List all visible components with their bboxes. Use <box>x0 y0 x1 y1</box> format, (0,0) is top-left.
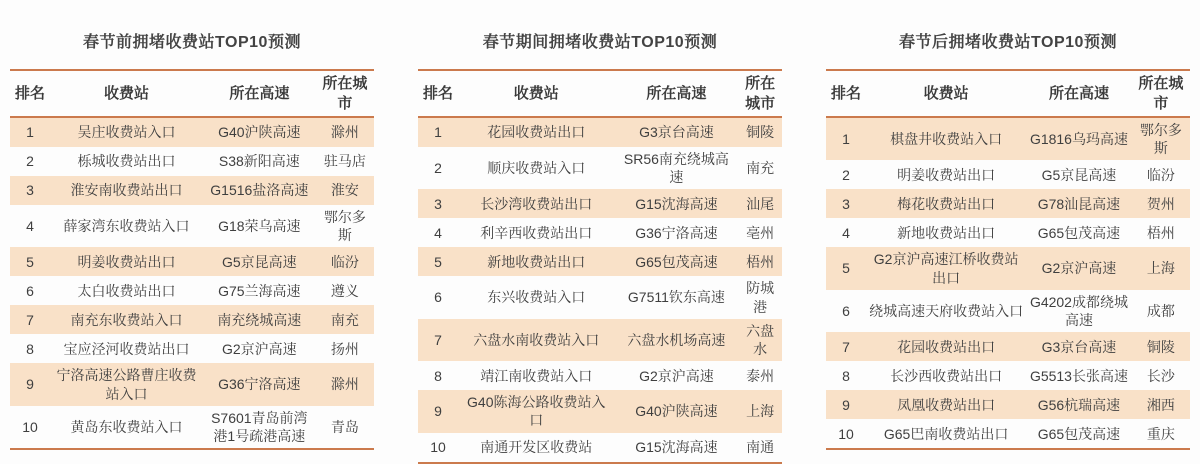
station-cell: 明姜收费站出口 <box>77 253 176 270</box>
city-cell: 驻马店 <box>323 153 366 170</box>
rank-cell: 8 <box>842 367 850 384</box>
column-header: 排名 <box>15 84 46 102</box>
highway-cell: 南充绕城高速 <box>217 311 302 328</box>
rank-cell: 9 <box>842 396 850 413</box>
rank-cell: 7 <box>434 331 442 348</box>
rank-cell: 8 <box>26 340 34 357</box>
city-cell: 临汾 <box>1146 166 1175 183</box>
rank-cell: 3 <box>434 195 442 212</box>
city-cell: 亳州 <box>746 224 775 241</box>
highway-cell: G65包茂高速 <box>635 253 718 270</box>
table-row <box>418 433 782 462</box>
highway-cell: G40沪陕高速 <box>218 124 301 141</box>
rank-cell: 5 <box>842 260 850 277</box>
rank-cell: 4 <box>842 224 850 241</box>
rank-cell: 2 <box>26 153 34 170</box>
table-row <box>826 361 1190 390</box>
table-row <box>418 361 782 390</box>
table-row <box>10 276 374 305</box>
table-row <box>10 305 374 334</box>
table-section-after-festival <box>826 0 1190 441</box>
table-title-before-festival: 春节前拥堵收费站TOP10预测 <box>83 34 301 51</box>
highway-cell: G5京昆高速 <box>221 253 297 270</box>
highway-cell: G78汕昆高速 <box>1037 195 1121 212</box>
table-row <box>418 319 782 361</box>
station-cell: 长沙西收费站出口 <box>890 367 1003 384</box>
table-row <box>418 276 782 318</box>
table-title-during-festival: 春节期间拥堵收费站TOP10预测 <box>482 34 718 51</box>
city-cell: 重庆 <box>1146 425 1175 442</box>
station-cell: 太白收费站出口 <box>77 282 176 299</box>
highway-cell: G36宁洛高速 <box>218 376 301 393</box>
city-cell: 滁州 <box>330 376 359 393</box>
highway-cell: G3京台高速 <box>1041 338 1117 355</box>
table-row <box>418 390 782 432</box>
table-row <box>826 160 1190 189</box>
highway-cell: G15沈海高速 <box>635 195 718 212</box>
highway-cell: G56杭瑞高速 <box>1037 396 1121 413</box>
rank-cell: 4 <box>434 224 442 241</box>
city-cell: 南通 <box>746 438 775 455</box>
rank-cell: 7 <box>26 311 34 328</box>
table-row <box>10 118 374 147</box>
city-cell: 鄂尔多斯 <box>323 209 366 244</box>
city-cell: 长沙 <box>1146 367 1175 384</box>
city-cell: 临汾 <box>330 253 359 270</box>
city-cell: 梧州 <box>1146 224 1175 241</box>
city-cell: 扬州 <box>330 340 359 357</box>
rank-cell: 4 <box>26 218 34 235</box>
highway-cell: G15沈海高速 <box>635 438 718 455</box>
city-cell: 汕尾 <box>746 195 775 212</box>
table-row <box>418 247 782 276</box>
table-row <box>10 176 374 205</box>
rank-cell: 10 <box>22 418 38 435</box>
station-cell: 花园收费站出口 <box>897 338 996 355</box>
table-row <box>826 218 1190 247</box>
city-cell: 湘西 <box>1146 396 1175 413</box>
toll-table-before-festival <box>10 69 374 450</box>
station-cell: 明姜收费站出口 <box>897 166 996 183</box>
column-header: 收费站 <box>513 84 559 102</box>
rank-cell: 6 <box>434 289 442 306</box>
column-header: 所在城市 <box>745 75 776 112</box>
table-row <box>10 363 374 405</box>
station-cell: 靖江南收费站入口 <box>480 367 593 384</box>
table-row <box>826 247 1190 289</box>
column-header: 排名 <box>423 84 454 102</box>
table-row <box>418 189 782 218</box>
table-row <box>10 406 374 448</box>
highway-cell: 六盘水机场高速 <box>627 331 726 348</box>
highway-cell: S7601青岛前湾港1号疏港高速 <box>211 409 308 444</box>
rank-cell: 3 <box>842 195 850 212</box>
rank-cell: 10 <box>838 425 854 442</box>
rank-cell: 5 <box>434 253 442 270</box>
city-cell: 遵义 <box>330 282 359 299</box>
column-header: 收费站 <box>923 84 969 102</box>
rank-cell: 1 <box>434 124 442 141</box>
toll-table-after-festival <box>826 69 1190 450</box>
highway-cell: G65包茂高速 <box>1037 224 1121 241</box>
table-row <box>826 332 1190 361</box>
highway-cell: G2京沪高速 <box>639 367 714 384</box>
table-row <box>826 290 1190 332</box>
city-cell: 泰州 <box>746 367 775 384</box>
highway-cell: G5京昆高速 <box>1041 166 1117 183</box>
station-cell: 花园收费站出口 <box>487 124 586 141</box>
city-cell: 成都 <box>1146 302 1175 319</box>
rank-cell: 10 <box>430 438 446 455</box>
city-cell: 上海 <box>746 403 775 420</box>
station-cell: 宁洛高速公路曹庄收费站入口 <box>56 367 197 402</box>
highway-cell: SR56南充绕城高速 <box>623 151 729 186</box>
table-row <box>418 118 782 147</box>
station-cell: 宝应泾河收费站出口 <box>63 340 190 357</box>
highway-cell: G18荣乌高速 <box>218 218 301 235</box>
column-header: 排名 <box>831 84 862 102</box>
highway-cell: G36宁洛高速 <box>635 224 718 241</box>
station-cell: 新地收费站出口 <box>897 224 996 241</box>
station-cell: 梅花收费站出口 <box>897 195 996 212</box>
station-cell: G40陈海公路收费站入口 <box>467 394 606 429</box>
highway-cell: G1516盐洛高速 <box>210 182 309 199</box>
city-cell: 青岛 <box>330 418 359 435</box>
station-cell: 东兴收费站入口 <box>487 289 586 306</box>
city-cell: 滁州 <box>330 124 359 141</box>
column-header: 所在高速 <box>229 84 290 102</box>
highway-cell: G7511钦东高速 <box>627 289 725 306</box>
highway-cell: G1816乌玛高速 <box>1029 131 1128 148</box>
highway-cell: G65包茂高速 <box>1037 425 1121 442</box>
rank-cell: 2 <box>434 160 442 177</box>
station-cell: 南通开发区收费站 <box>480 438 593 455</box>
table-row <box>826 419 1190 448</box>
station-cell: 淮安南收费站出口 <box>70 182 183 199</box>
city-cell: 淮安 <box>330 182 359 199</box>
rank-cell: 9 <box>434 403 442 420</box>
highway-cell: G40沪陕高速 <box>635 403 718 420</box>
rank-cell: 2 <box>842 166 850 183</box>
table-section-during-festival <box>418 0 782 455</box>
city-cell: 防城港 <box>746 280 775 315</box>
toll-table-during-festival <box>418 69 782 464</box>
column-header: 所在城市 <box>1138 75 1184 112</box>
highway-cell: S38新阳高速 <box>218 153 300 170</box>
table-row <box>418 218 782 247</box>
table-header-row <box>10 71 374 118</box>
station-cell: 吴庄收费站入口 <box>77 124 176 141</box>
table-header-row <box>826 71 1190 118</box>
table-row <box>10 247 374 276</box>
table-row <box>826 118 1190 160</box>
station-cell: 新地收费站出口 <box>487 253 586 270</box>
station-cell: 薛家湾东收费站入口 <box>63 218 190 235</box>
city-cell: 六盘水 <box>746 322 775 357</box>
column-header: 所在城市 <box>322 75 368 112</box>
station-cell: 利辛西收费站出口 <box>480 224 593 241</box>
highway-cell: G3京台高速 <box>639 124 714 141</box>
rank-cell: 3 <box>26 182 34 199</box>
station-cell: 棋盘井收费站入口 <box>890 131 1003 148</box>
station-cell: 南充东收费站入口 <box>70 311 183 328</box>
table-row <box>10 205 374 247</box>
highway-cell: G4202成都绕城高速 <box>1029 293 1128 328</box>
highway-cell: G75兰海高速 <box>218 282 301 299</box>
table-title-after-festival: 春节后拥堵收费站TOP10预测 <box>899 34 1117 51</box>
rank-cell: 1 <box>842 131 850 148</box>
table-header-row <box>418 71 782 118</box>
rank-cell: 7 <box>842 338 850 355</box>
rank-cell: 8 <box>434 367 442 384</box>
city-cell: 铜陵 <box>1146 338 1175 355</box>
rank-cell: 5 <box>26 253 34 270</box>
station-cell: 绕城高速天府收费站入口 <box>869 302 1024 319</box>
highway-cell: G2京沪高速 <box>221 340 297 357</box>
city-cell: 铜陵 <box>746 124 775 141</box>
station-cell: 凤凰收费站出口 <box>897 396 996 413</box>
rank-cell: 1 <box>26 124 34 141</box>
column-header: 所在高速 <box>646 84 707 102</box>
table-row <box>10 147 374 176</box>
city-cell: 南充 <box>330 311 359 328</box>
station-cell: G2京沪高速江桥收费站出口 <box>873 251 1019 286</box>
station-cell: 栎城收费站出口 <box>77 153 176 170</box>
station-cell: 长沙湾收费站出口 <box>480 195 593 212</box>
city-cell: 南充 <box>746 160 775 177</box>
city-cell: 贺州 <box>1146 195 1175 212</box>
rank-cell: 9 <box>26 376 34 393</box>
column-header: 所在高速 <box>1048 84 1109 102</box>
highway-cell: G5513长张高速 <box>1029 367 1128 384</box>
city-cell: 鄂尔多斯 <box>1139 122 1182 157</box>
table-row <box>418 147 782 189</box>
table-row <box>826 189 1190 218</box>
rank-cell: 6 <box>842 302 850 319</box>
station-cell: 黄岛东收费站入口 <box>70 418 183 435</box>
table-row <box>826 390 1190 419</box>
table-row <box>10 334 374 363</box>
station-cell: 顺庆收费站入口 <box>487 160 586 177</box>
rank-cell: 6 <box>26 282 34 299</box>
table-section-before-festival <box>10 0 374 444</box>
station-cell: G65巴南收费站出口 <box>883 425 1009 442</box>
column-header: 收费站 <box>103 84 149 102</box>
city-cell: 上海 <box>1146 260 1175 277</box>
station-cell: 六盘水南收费站入口 <box>473 331 600 348</box>
city-cell: 梧州 <box>746 253 775 270</box>
highway-cell: G2京沪高速 <box>1041 260 1117 277</box>
